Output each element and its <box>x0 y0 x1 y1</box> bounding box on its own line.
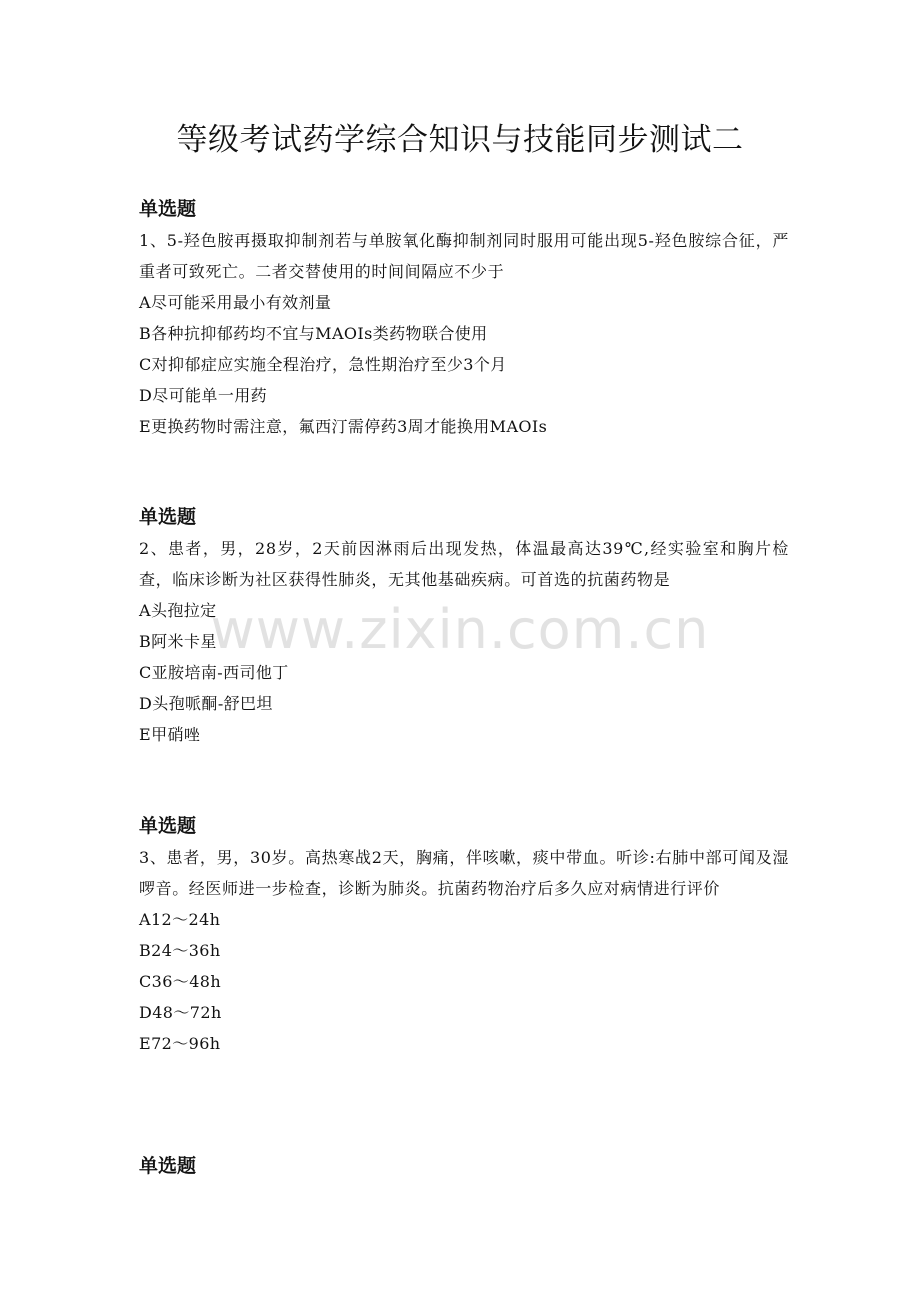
question-1 <box>139 194 789 442</box>
option-c: C36～48h <box>139 972 222 991</box>
question-2 <box>139 502 789 750</box>
option-b: B阿米卡星 <box>139 632 217 651</box>
option-b: B24～36h <box>139 941 221 960</box>
question-stem: 1、5-羟色胺再摄取抑制剂若与单胺氧化酶抑制剂同时服用可能出现5-羟色胺综合征，严重者可致死亡。二者交替使用的时间间隔应不少于 <box>139 231 789 281</box>
option-a: A头孢拉定 <box>139 601 217 620</box>
question-4 <box>139 1151 789 1182</box>
option-c: C对抑郁症应实施全程治疗，急性期治疗至少3个月 <box>139 355 507 374</box>
page-title: 等级考试药学综合知识与技能同步测试二 <box>176 122 744 158</box>
question-type-heading: 单选题 <box>139 815 197 837</box>
option-d: D头孢哌酮-舒巴坦 <box>139 694 273 713</box>
option-a: A尽可能采用最小有效剂量 <box>139 293 332 312</box>
option-d: D48～72h <box>139 1003 222 1022</box>
question-stem: 3、患者，男，30岁。高热寒战2天，胸痛，伴咳嗽，痰中带血。听诊:右肺中部可闻及湿啰音。经医师进一步检查，诊断为肺炎。抗菌药物治疗后多久应对病情进行评价 <box>139 848 789 898</box>
option-c: C亚胺培南-西司他丁 <box>139 663 289 682</box>
watermark: www.zixin.com.cn <box>210 598 710 661</box>
question-type-heading: 单选题 <box>139 506 197 528</box>
question-type-heading: 单选题 <box>139 198 197 220</box>
option-b: B各种抗抑郁药均不宜与MAOIs类药物联合使用 <box>139 324 488 343</box>
question-3 <box>139 811 789 1059</box>
option-d: D尽可能单一用药 <box>139 386 268 405</box>
option-a: A12～24h <box>139 910 221 929</box>
option-e: E甲硝唑 <box>139 725 201 744</box>
option-e: E更换药物时需注意，氟西汀需停药3周才能换用MAOIs <box>139 417 548 436</box>
question-type-heading: 单选题 <box>139 1155 197 1177</box>
option-e: E72～96h <box>139 1034 221 1053</box>
question-stem: 2、患者，男，28岁，2天前因淋雨后出现发热，体温最高达39℃,经实验室和胸片检查，临床诊断为社区获得性肺炎，无其他基础疾病。可首选的抗菌药物是 <box>139 539 789 589</box>
